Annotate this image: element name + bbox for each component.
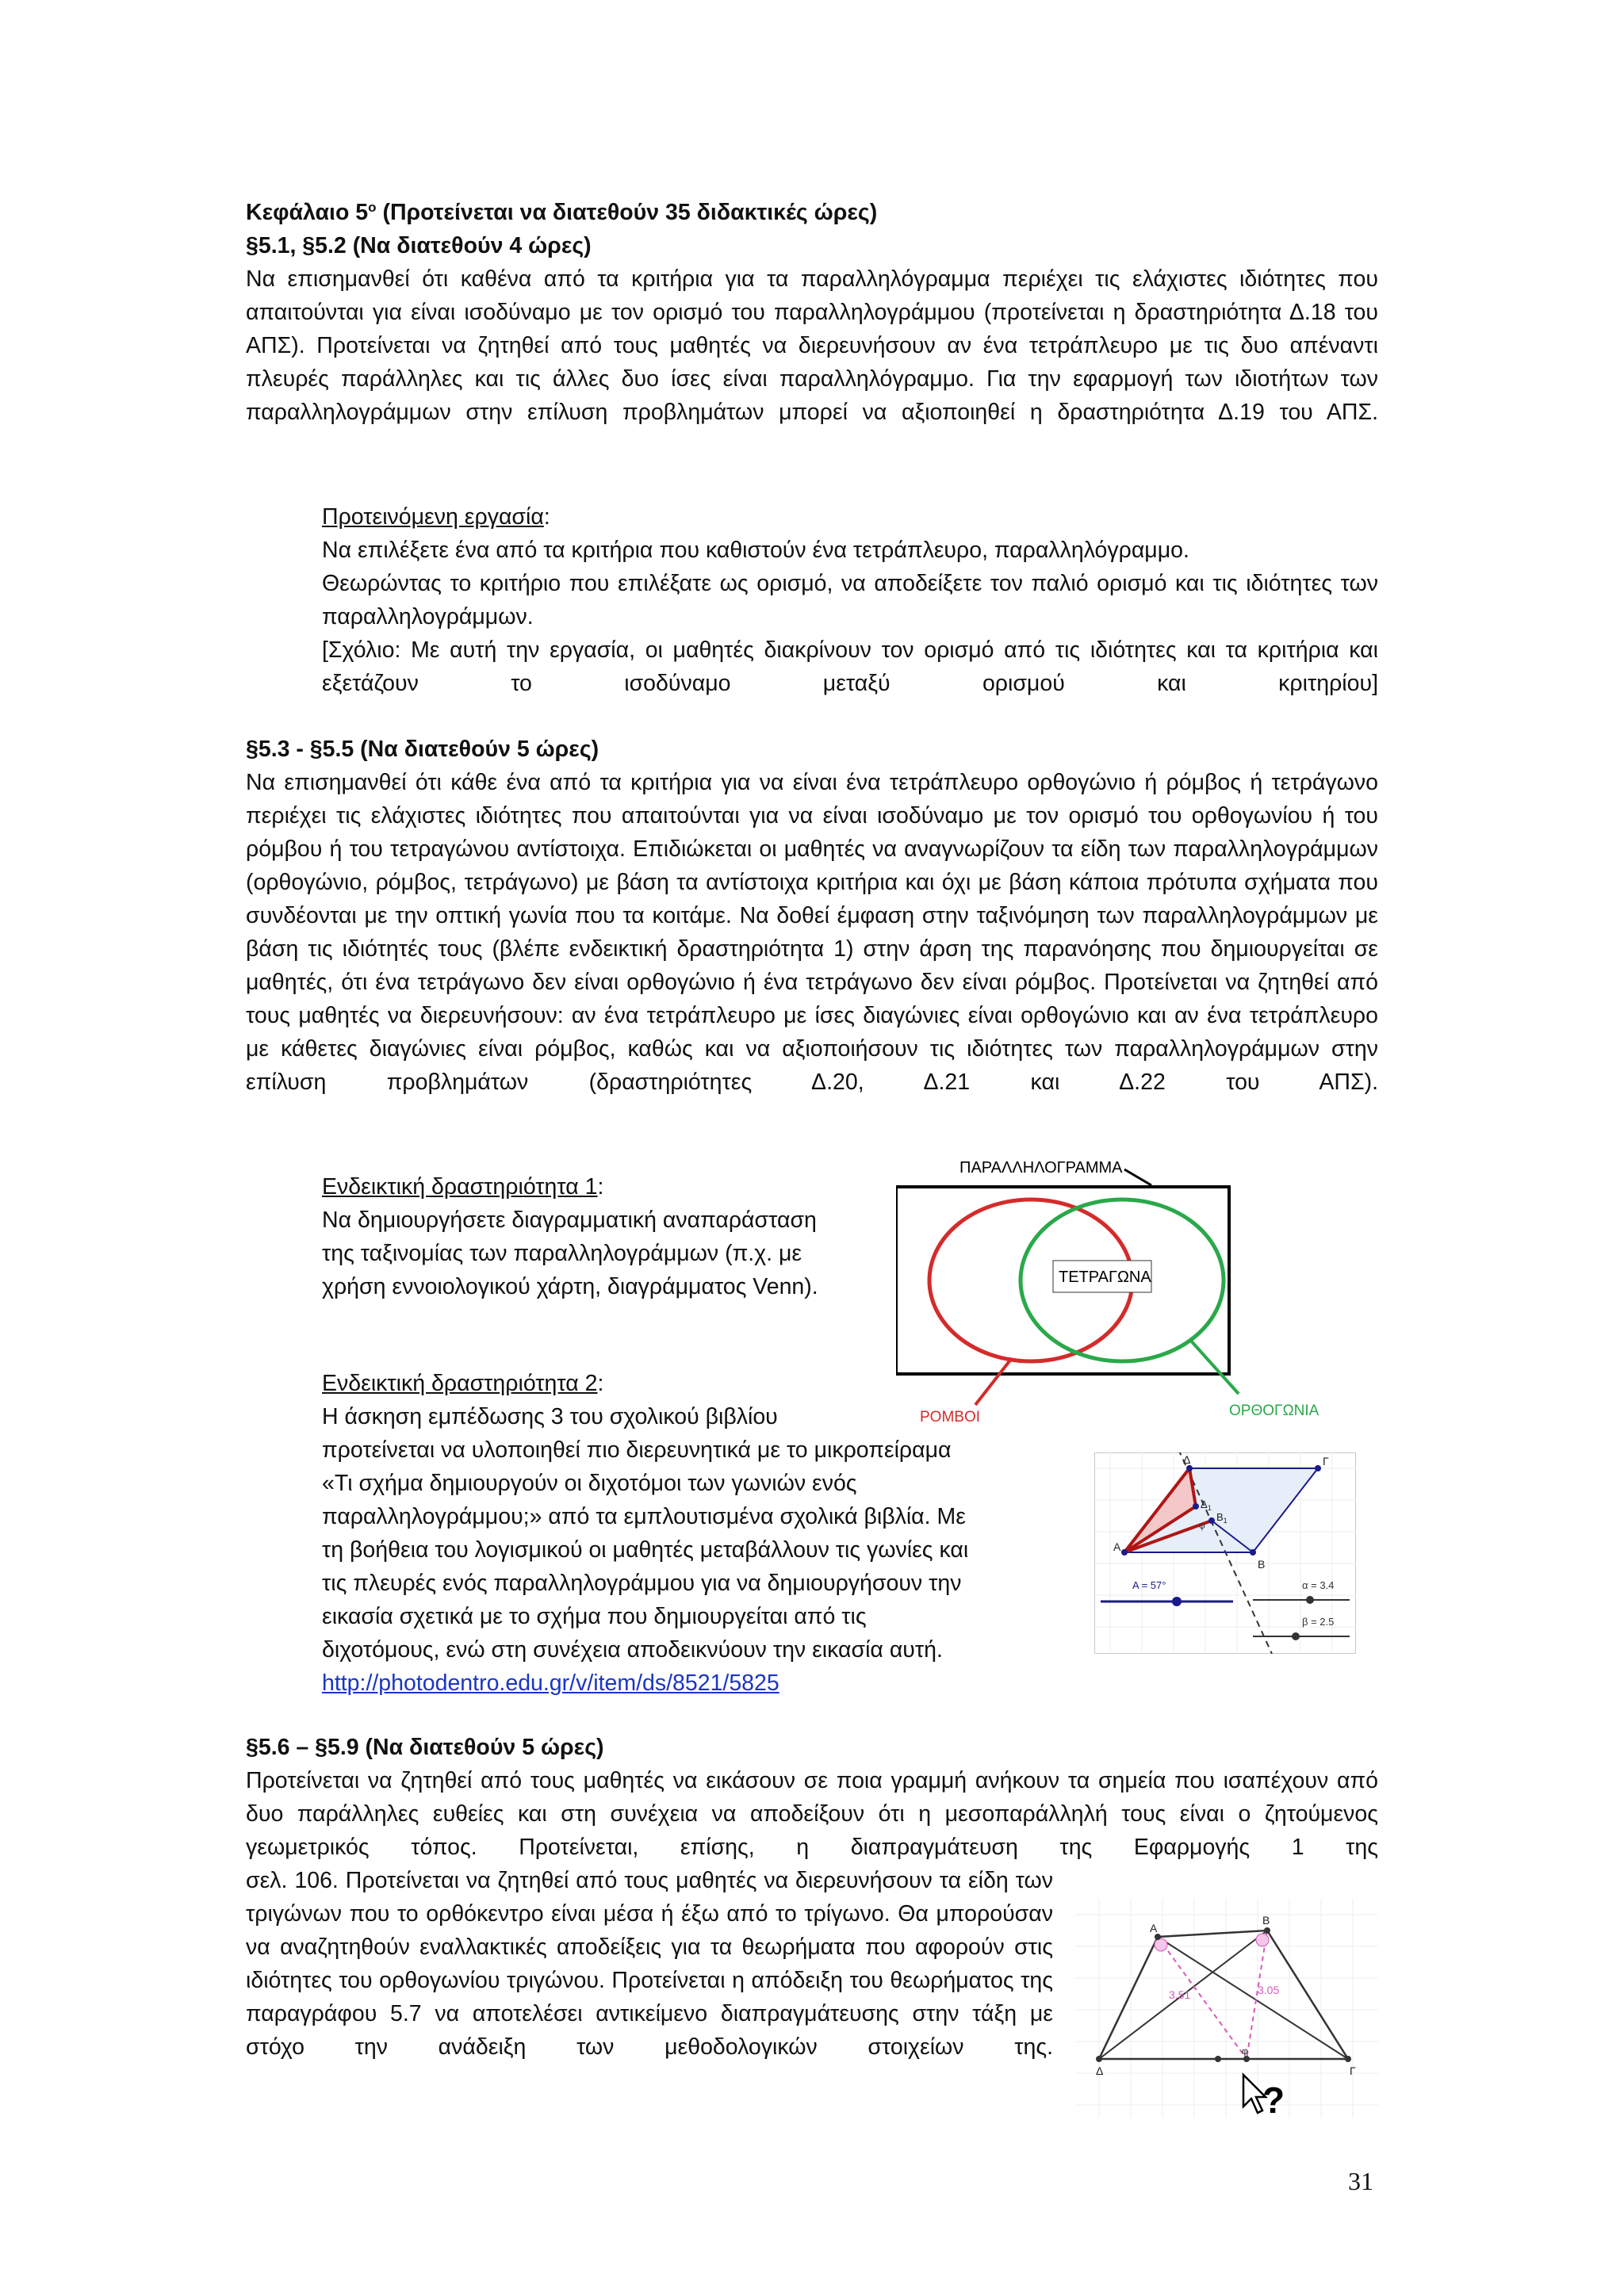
angle-mark-a bbox=[1155, 1938, 1167, 1951]
activity-1-title bbox=[322, 1170, 893, 1203]
label-b1-subscript: 1 bbox=[1223, 1517, 1228, 1525]
point-b bbox=[1250, 1549, 1256, 1556]
point-b1 bbox=[1208, 1517, 1215, 1524]
label-d1-subscript: 1 bbox=[1207, 1504, 1212, 1512]
proposed-task-comment: [Σχόλιο: Με αυτή την εργασία, οι μαθητές διακρίνουν τον ορισμό από τις ιδιότητες και τα κριτήρια και εξετάζουν το ισοδύναμο μεταξύ ορισμού και κριτηρίου] bbox=[322, 637, 1378, 696]
length-label-1: 3.05 bbox=[1258, 1984, 1280, 1996]
slider-alpha-handle[interactable] bbox=[1306, 1596, 1314, 1604]
activity-2-title bbox=[322, 1367, 893, 1400]
page-number: 31 bbox=[1348, 2167, 1373, 2195]
label-g: Γ bbox=[1323, 1455, 1329, 1468]
section-5-3-body: Να επισημανθεί ότι κάθε ένα από τα κριτήρια για να είναι ένα τετράπλευρο ορθογώνιο ή ρόμβος ή τετράγωνο περιέχει τις ελάχιστες ιδιότητες που απαιτούνται για να είναι ισοδύναμο με τον ορισμό του ορθογωνίου ή του ρόμβου ή του τετραγώνου αντίστοιχα. Επιδιώκεται οι μαθητές να αναγνωρίζουν τα είδη των παραλληλογράμμων (ορθογώνιο, ρόμβος, τετράγωνο) με βάση τα αντίστοιχα κριτήρια και όχι με βάση κάποια πρότυπα σχήματα που συνδέονται με την οπτική γωνία που τα κοιτάμε. Να δοθεί έμφαση στην ταξινόμηση των παραλληλογράμμων με βάση τις ιδιότητές τους (βλέπε ενδεικτική δραστηριότητα 1) στην άρση της παρανόησης που δημιουργείται σε μαθητές, ότι ένα τετράγωνο δεν είναι ορθογώνιο ή ένα τετράγωνο δεν είναι ρόμβος. Προτείνεται να ζητηθεί από τους μαθητές να διερευνήσουν: αν ένα τετράπλευρο με ίσες διαγώνιες είναι ορθογώνιο και αν ένα τετράπλευρο με κάθετες διαγώνιες είναι ρόμβος, καθώς και να αξιοποιήσουν τις ιδιότητες των παραλληλογράμμων στην επίλυση προβλημάτων (δραστηριότητες Δ.20, Δ.21 και Δ.22 του ΑΠΣ). bbox=[246, 770, 1378, 1095]
point-a2 bbox=[1155, 1934, 1161, 1940]
point-a bbox=[1121, 1549, 1128, 1556]
slider-a-handle[interactable] bbox=[1172, 1597, 1182, 1606]
label-phi: φ bbox=[1199, 1520, 1205, 1531]
parallelograms-pointer bbox=[1124, 1169, 1151, 1185]
proposed-task-line-1: Να επιλέξετε ένα από τα κριτήρια που καθιστούν ένα τετράπλευρο, παραλληλόγραμμο. bbox=[322, 538, 1189, 563]
activity-2-line-2: προτείνεται να υλοποιηθεί πιο διερευνητικά με το μικροπείραμα bbox=[322, 1437, 952, 1463]
rhombi-pointer bbox=[975, 1358, 1012, 1405]
proposed-task-line-2: Θεωρώντας το κριτήριο που επιλέξατε ως ορισμό, να αποδείξετε τον παλιό ορισμό και τις ιδιότητες των παραλληλογράμμων. bbox=[322, 571, 1378, 629]
activity-1-title-colon: : bbox=[597, 1174, 604, 1200]
activity-2-line-8: διχοτόμους, ενώ στη συνέχεια αποδεικνύουν την εικασία αυτή. bbox=[322, 1637, 943, 1663]
angle-mark-b bbox=[1256, 1934, 1269, 1946]
section-5-1-heading: §5.1, §5.2 (Να διατεθούν 4 ώρες) bbox=[246, 233, 592, 258]
proposed-task-title-colon: : bbox=[543, 504, 550, 530]
point-g bbox=[1315, 1465, 1321, 1471]
rectangles-pointer bbox=[1189, 1339, 1239, 1394]
activity-1-line-2: της ταξινομίας των παραλληλογράμμων (π.χ. με bbox=[322, 1241, 802, 1266]
proposed-task-title bbox=[322, 500, 1378, 534]
section-5-3-heading: §5.3 - §5.5 (Να διατεθούν 5 ώρες) bbox=[246, 737, 599, 762]
activity-1-line-1: Να δημιουργήσετε διαγραμματική αναπαράσταση bbox=[322, 1207, 817, 1233]
activity-2-line-1: Η άσκηση εμπέδωσης 3 του σχολικού βιβλίου bbox=[322, 1404, 778, 1429]
slider-alpha-label: α = 3.4 bbox=[1302, 1579, 1335, 1591]
point-d1 bbox=[1193, 1503, 1199, 1510]
activity-2-link-line bbox=[322, 1667, 1083, 1700]
activity-2-line-6: τις πλευρές ενός παραλληλογράμμου για να δημιουργήσουν την bbox=[322, 1571, 962, 1596]
activity-2-line-7: εικασία σχετικά με το σχήμα που δημιουργείται από τις bbox=[322, 1604, 867, 1629]
photodentro-link[interactable]: http://photodentro.edu.gr/v/item/ds/8521/5825 bbox=[322, 1670, 779, 1696]
venn-label-squares: ΤΕΤΡΑΓΩΝΑ bbox=[1059, 1269, 1151, 1286]
label-phi2: φ bbox=[1242, 2045, 1248, 2057]
label-d: Δ bbox=[1183, 1453, 1191, 1466]
venn-label-rectangles: ΟΡΘΟΓΩΝΙΑ bbox=[1229, 1402, 1320, 1419]
point-d bbox=[1186, 1465, 1193, 1471]
point-d2 bbox=[1096, 2056, 1102, 2062]
venn-label-rhombi: ΡΟΜΒΟΙ bbox=[920, 1409, 981, 1425]
slider-beta-label: β = 2.5 bbox=[1302, 1616, 1335, 1628]
activity-2-line-3: «Τι σχήμα δημιουργούν οι διχοτόμοι των γωνιών ενός bbox=[322, 1471, 857, 1496]
label-a2: Α bbox=[1150, 1922, 1158, 1934]
venn-label-parallelograms: ΠΑΡΑΛΛΗΛΟΓΡΑΜΜΑ bbox=[959, 1159, 1123, 1177]
length-label-2: 3.51 bbox=[1169, 1988, 1191, 2001]
activity-2-title-text: Ενδεικτική δραστηριότητα 2 bbox=[322, 1371, 598, 1396]
activity-2-line-4: παραλληλογράμμου;» από τα εμπλουτισμένα σχολικά βιβλία. Με bbox=[322, 1504, 966, 1529]
figure2-frame bbox=[1075, 1899, 1378, 2118]
geometry-figure-bisectors bbox=[1094, 1452, 1356, 1654]
chapter-heading bbox=[246, 196, 1378, 229]
slider-beta-handle[interactable] bbox=[1292, 1632, 1300, 1640]
label-d1-letter: Δ bbox=[1201, 1498, 1208, 1510]
label-b: Β bbox=[1258, 1558, 1266, 1571]
venn-diagram bbox=[896, 1154, 1340, 1435]
label-g2: Γ bbox=[1350, 2064, 1356, 2077]
chapter-heading-superscript: ο bbox=[368, 200, 377, 215]
label-d2: Δ bbox=[1096, 2064, 1104, 2077]
label-b1-letter: Β bbox=[1216, 1511, 1224, 1523]
chapter-heading-text: Κεφάλαιο 5 bbox=[246, 200, 369, 225]
point-phi bbox=[1243, 2056, 1250, 2062]
proposed-task-title-text: Προτεινόμενη εργασία bbox=[322, 504, 544, 530]
label-b2: Β bbox=[1262, 1914, 1270, 1927]
chapter-heading-hours: (Προτείνεται να διατεθούν 35 διδακτικές ώρες) bbox=[376, 200, 878, 225]
slider-a-label: Α = 57° bbox=[1132, 1579, 1166, 1591]
point-mid bbox=[1215, 2056, 1221, 2062]
section-5-6-body-full: Προτείνεται να ζητηθεί από τους μαθητές να εικάσουν σε ποια γραμμή ανήκουν τα σημεία που ισαπέχουν από δυο παράλληλες ευθείες και στη συνέχεια να αποδείξουν ότι η μεσοπαράλληλή τους είναι ο ζητούμενος γεωμετρικός τόπος. Προτείνεται, επίσης, η διαπραγμάτευση της Εφαρμογής 1 της bbox=[246, 1768, 1378, 1860]
geometry-figure-trapezoid bbox=[1075, 1899, 1378, 2118]
question-mark-icon: ? bbox=[1262, 2080, 1285, 2118]
activity-2-title-colon: : bbox=[597, 1371, 604, 1396]
activity-1-title-text: Ενδεικτική δραστηριότητα 1 bbox=[322, 1174, 598, 1200]
label-a: Α bbox=[1113, 1540, 1121, 1553]
activity-1-line-3: χρήση εννοιολογικού χάρτη, διαγράμματος Venn). bbox=[322, 1274, 818, 1299]
section-5-6-heading: §5.6 – §5.9 (Να διατεθούν 5 ώρες) bbox=[246, 1735, 604, 1760]
point-b2 bbox=[1264, 1927, 1270, 1934]
section-5-6-body-narrow: σελ. 106. Προτείνεται να ζητηθεί από τους μαθητές να διερευνήσουν τα είδη των τριγώνων που το ορθόκεντρο είναι μέσα ή έξω από το τρίγωνο. Θα μπορούσαν να αναζητηθούν εναλλακτικές αποδείξεις για τα θεωρήματα που αφορούν στις ιδιότητες του ορθογωνίου τριγώνου. Προτείνεται η απόδειξη του θεωρήματος της παραγράφου 5.7 να αποτελέσει αντικείμενο διαπραγμάτευσης στην τάξη με στόχο την ανάδειξη των μεθοδολογικών στοιχείων της. bbox=[246, 1868, 1053, 2060]
point-g2 bbox=[1345, 2056, 1351, 2062]
activity-2-line-5: τη βοήθεια του λογισμικού οι μαθητές μεταβάλλουν τις γωνίες και bbox=[322, 1537, 969, 1563]
section-5-1-body: Να επισημανθεί ότι καθένα από τα κριτήρια για τα παραλληλόγραμμα περιέχει τις ελάχιστες ιδιότητες που απαιτούνται για είναι ισοδύναμο με τον ορισμό του παραλληλογράμμου (προτείνεται η δραστηριότητα Δ.18 του ΑΠΣ). Προτείνεται να ζητηθεί από τους μαθητές να διερευνήσουν αν ένα τετράπλευρο με τις δυο απέναντι πλευρές παράλληλες και τις άλλες δυο ίσες είναι παραλληλόγραμμο. Για την εφαρμογή των ιδιοτήτων των παραλληλογράμμων στην επίλυση προβλημάτων μπορεί να αξιοποιηθεί η δραστηριότητα Δ.19 του ΑΠΣ. bbox=[246, 266, 1378, 425]
